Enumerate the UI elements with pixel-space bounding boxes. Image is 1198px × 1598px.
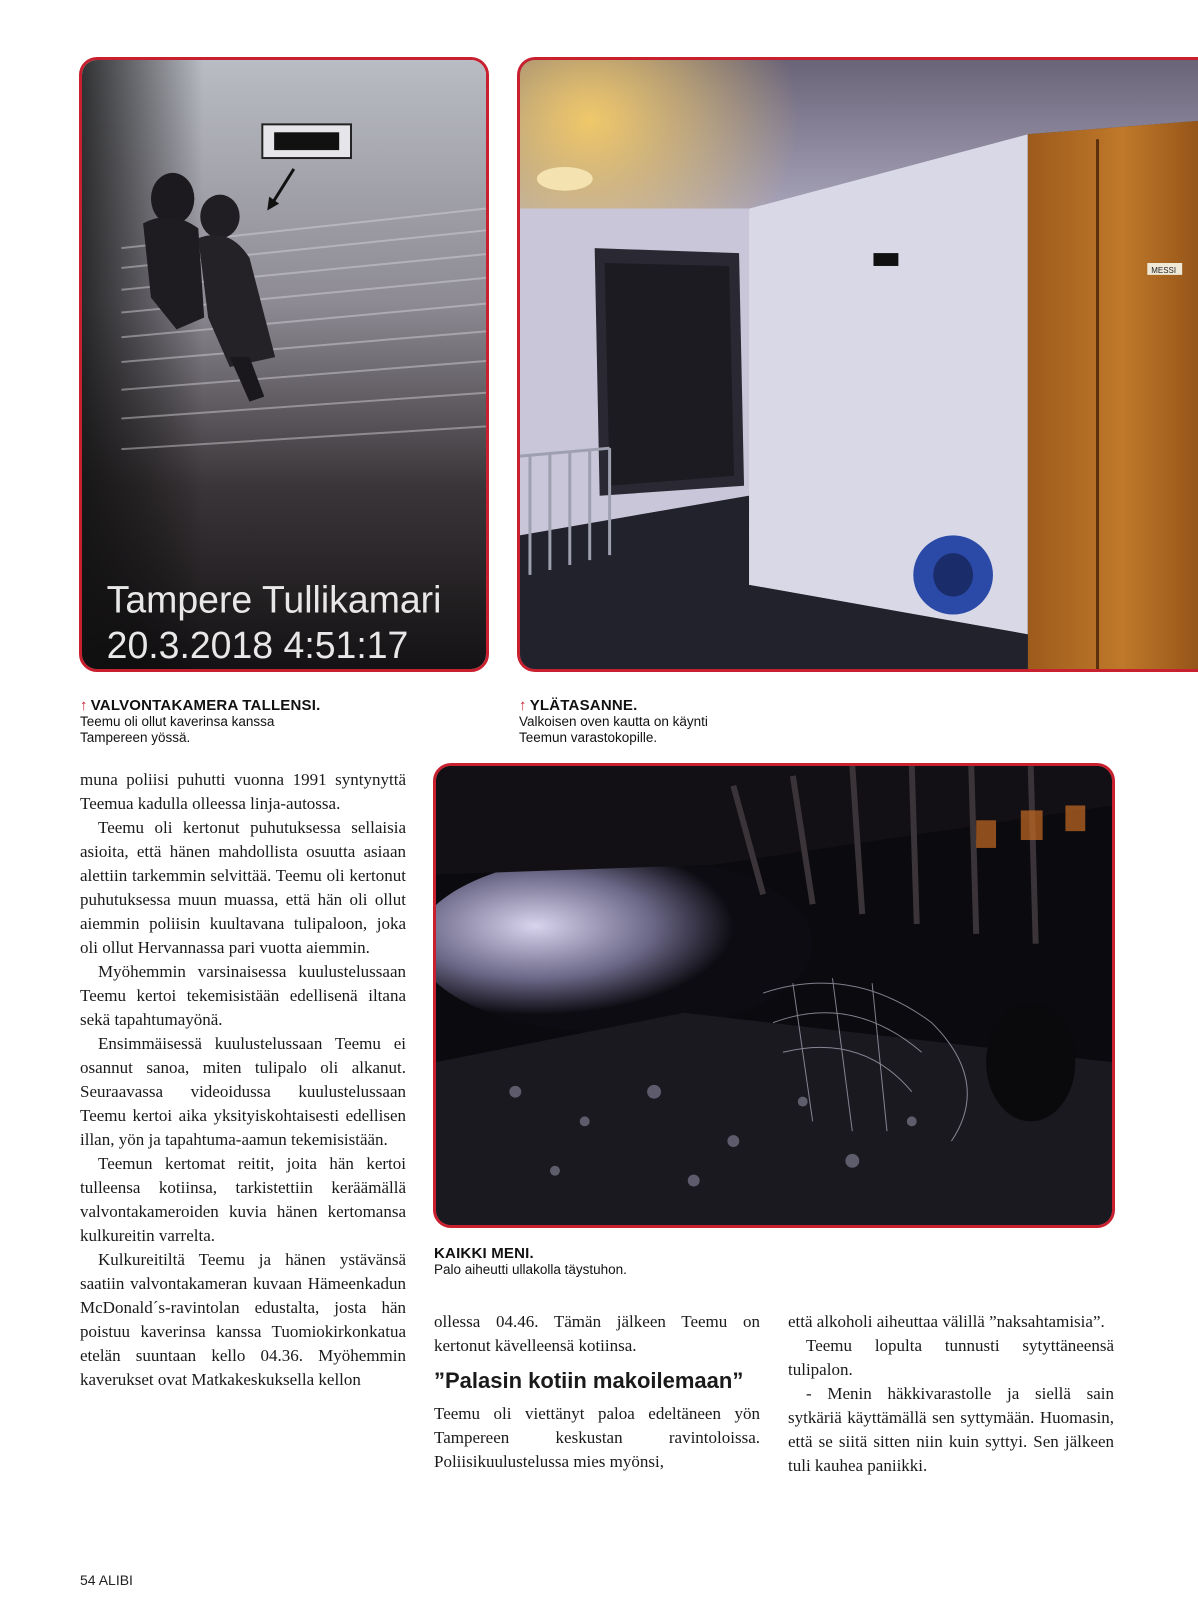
paragraph: Myöhemmin varsinaisessa kuulustelussaan Teemu kertoi tekemisistään edellisenä iltana sekä tapahtumayönä. <box>80 962 406 1029</box>
caption-line: Teemu oli ollut kaverinsa kanssa <box>80 714 275 729</box>
text-column-1 <box>80 768 406 1392</box>
paragraph: Teemun kertomat reitit, joita hän kertoi tulleensa kotiinsa, tarkistettiin keräämällä valvontakameroiden kuvia hänen kertomansa kulkureitin varrelta. <box>80 1154 406 1245</box>
paragraph: Ensimmäisessä kuulustelussaan Teemu ei osannut sanoa, miten tulipalo oli alkanut. Seuraavassa videoidussa kuulustelussaan Teemu kertoi aika yksityiskohtaisesti edellisen illan, yön ja tapahtuma-aamun tekemisistään. <box>80 1034 406 1149</box>
caption-line: Valkoisen oven kautta on käynti <box>519 714 708 729</box>
caption-line: Teemun varastokopille. <box>519 730 658 745</box>
up-arrow-icon: ↑ <box>519 697 527 714</box>
caption-title: YLÄTASANNE. <box>529 697 638 714</box>
caption-line: Tampereen yössä. <box>80 730 191 745</box>
cctv-caption <box>80 697 480 746</box>
landing-image <box>520 60 1198 669</box>
page-folio: 54 ALIBI <box>80 1572 133 1588</box>
landing-photo <box>517 57 1198 672</box>
cctv-timestamp-overlay: 20.3.2018 4:51:17 <box>106 624 409 667</box>
paragraph: Teemu oli viettänyt paloa edeltäneen yön Tampereen keskustan ravintoloissa. Poliisikuulustelussa mies myönsi, <box>434 1404 760 1471</box>
text-column-3 <box>788 1310 1114 1478</box>
cabinet-sign: MESSI <box>1151 265 1177 275</box>
up-arrow-icon: ↑ <box>80 697 88 714</box>
text-column-2 <box>434 1310 760 1474</box>
cctv-location-overlay: Tampere Tullikamari <box>106 578 442 621</box>
fire-photo <box>433 763 1115 1228</box>
fire-caption <box>434 1245 834 1278</box>
paragraph: Teemu lopulta tunnusti sytyttäneensä tulipalon. <box>788 1336 1114 1379</box>
caption-title: VALVONTAKAMERA TALLENSI. <box>90 697 321 714</box>
fire-image <box>436 766 1112 1225</box>
caption-title: KAIKKI MENI. <box>434 1245 534 1262</box>
subheading: ”Palasin kotiin makoilemaan” <box>434 1368 744 1393</box>
paragraph: - Menin häkkivarastolle ja siellä sain sytkäriä käyttämällä sen syttymään. Huomasin, että se siitä sitten niin kuin syttyi. Sen jälkeen tuli kauhea paniikki. <box>788 1384 1114 1475</box>
paragraph: muna poliisi puhutti vuonna 1991 syntynyttä Teemua kadulla olleessa linja-autossa. <box>80 770 406 813</box>
paragraph: Kulkureitiltä Teemu ja hänen ystävänsä saatiin valvontakameran kuvaan Hämeenkadun McDonald´s-ravintolan edustalta, josta hän poistuu kaverinsa kanssa Tuomiokirkonkatua etelän suuntaan kello 04.36. Myöhemmin kaverukset ovat Matkakeskuksella kellon <box>80 1250 406 1389</box>
paragraph: että alkoholi aiheuttaa välillä ”naksahtamisia”. <box>788 1312 1105 1331</box>
paragraph: ollessa 04.46. Tämän jälkeen Teemu on kertonut kävelleensä kotiinsa. <box>434 1312 760 1355</box>
cctv-image <box>82 60 486 669</box>
caption-line: Palo aiheutti ullakolla täystuhon. <box>434 1262 627 1277</box>
landing-caption <box>519 697 919 746</box>
paragraph: Teemu oli kertonut puhutuksessa sellaisia asioita, että hänen mahdollista osuutta asiaan alettiin tarkemmin selvittää. Teemu oli kertonut puhutuksessa muun muassa, että hän oli ollut aiemmin poliisin kuultavana tulipaloon, joka oli ollut Hervannassa pari vuotta aiemmin. <box>80 818 406 957</box>
cctv-photo <box>79 57 489 672</box>
